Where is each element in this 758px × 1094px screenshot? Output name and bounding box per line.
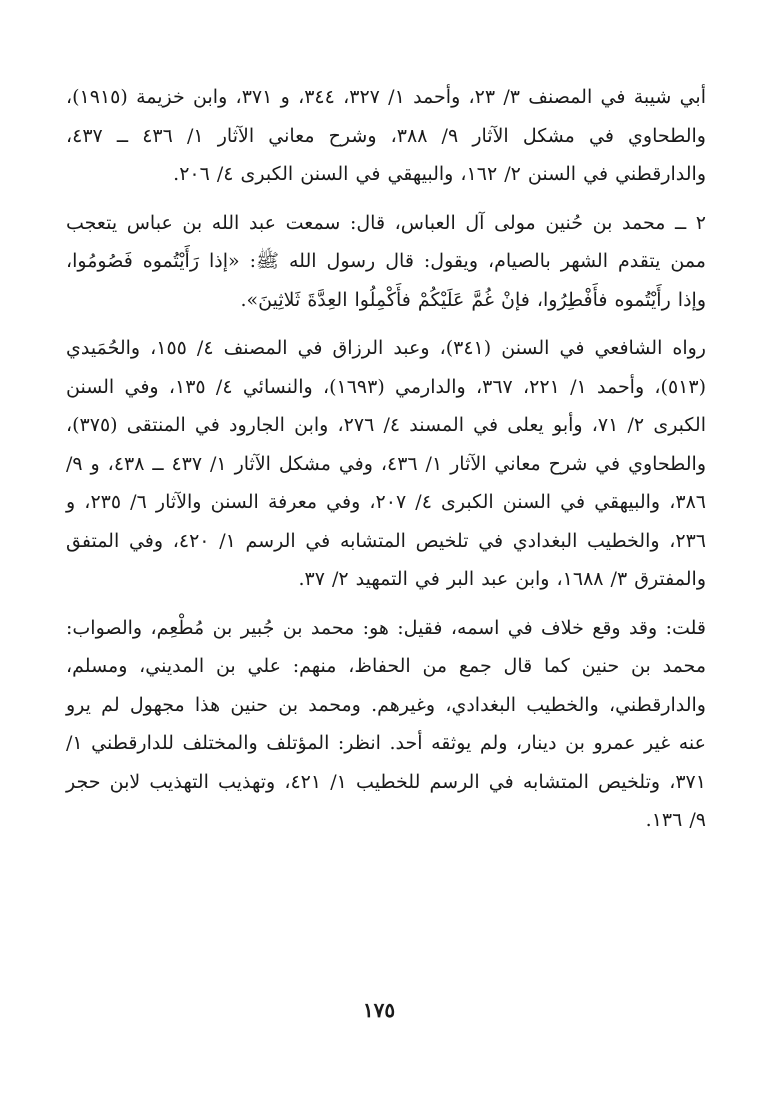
paragraph-citations-continued: أبي شيبة في المصنف ٣/ ٢٣، وأحمد ١/ ٣٢٧، ٣٤٤، و ٣٧١، وابن خزيمة (١٩١٥)، والطحاوي في مشكل الآثار ٩/ ٣٨٨، وشرح معاني الآثار ١/ ٤٣٦ ــ ٤٣٧، والدارقطني في السنن ٢/ ١٦٢، والبيهقي في السنن الكبرى ٤/ ٢٠٦.: [66, 86, 706, 185]
page-number: ١٧٥: [362, 998, 396, 1022]
paragraph-commentary: قلت: وقد وقع خلاف في اسمه، فقيل: هو: محمد بن جُبير بن مُطْعِم، والصواب: محمد بن حنين كما قال جمع من الحفاظ، منهم: علي بن المديني، ومسلم، والدارقطني، والخطيب البغدادي، وغيرهم. ومحمد بن حنين هذا مجهول لم يرو عنه غير عمرو بن دينار، ولم يوثقه أحد. انظر: المؤتلف والمختلف للدارقطني ١/ ٣٧١، وتلخيص المتشابه في الرسم للخطيب ١/ ٤٢١، وتهذيب التهذيب لابن حجر ٩/ ١٣٦.: [66, 616, 706, 831]
paragraph-hadith-sources: رواه الشافعي في السنن (٣٤١)، وعبد الرزاق في المصنف ٤/ ١٥٥، والحُمَيدي (٥١٣)، وأحمد ١/ ٢٢١، ٣٦٧، والدارمي (١٦٩٣)، والنسائي ٤/ ١٣٥، وفي السنن الكبرى ٢/ ٧١، وأبو يعلى في المسند ٤/ ٢٧٦، وابن الجارود في المنتقى (٣٧٥)، والطحاوي في شرح معاني الآثار ١/ ٤٣٦، وفي مشكل الآثار ١/ ٤٣٧ ــ ٤٣٨، و ٩/ ٣٨٦، والبيهقي في السنن الكبرى ٤/ ٢٠٧، وفي معرفة السنن والآثار ٦/ ٢٣٥، و ٢٣٦، والخطيب البغدادي في تلخيص المتشابه في الرسم ١/ ٤٢٠، وفي المتفق والمفترق ٣/ ١٦٨٨، وابن عبد البر في التمهيد ٢/ ٣٧.: [66, 337, 707, 590]
paragraph-hadith-two: ٢ ــ محمد بن حُنين مولى آل العباس، قال: سمعت عبد الله بن عباس يتعجب ممن يتقدم الشهر بالصيام، ويقول: قال رسول الله ﷺ: «إذا رَأَيْتُموه فَصُومُوا، وإذا رأَيْتُموه فأَفْطِرُوا، فإنْ غُمَّ عَلَيْكُمْ فأَكْمِلُوا العِدَّةَ ثَلاثِينَ».: [66, 211, 706, 311]
page-body: [66, 78, 706, 840]
